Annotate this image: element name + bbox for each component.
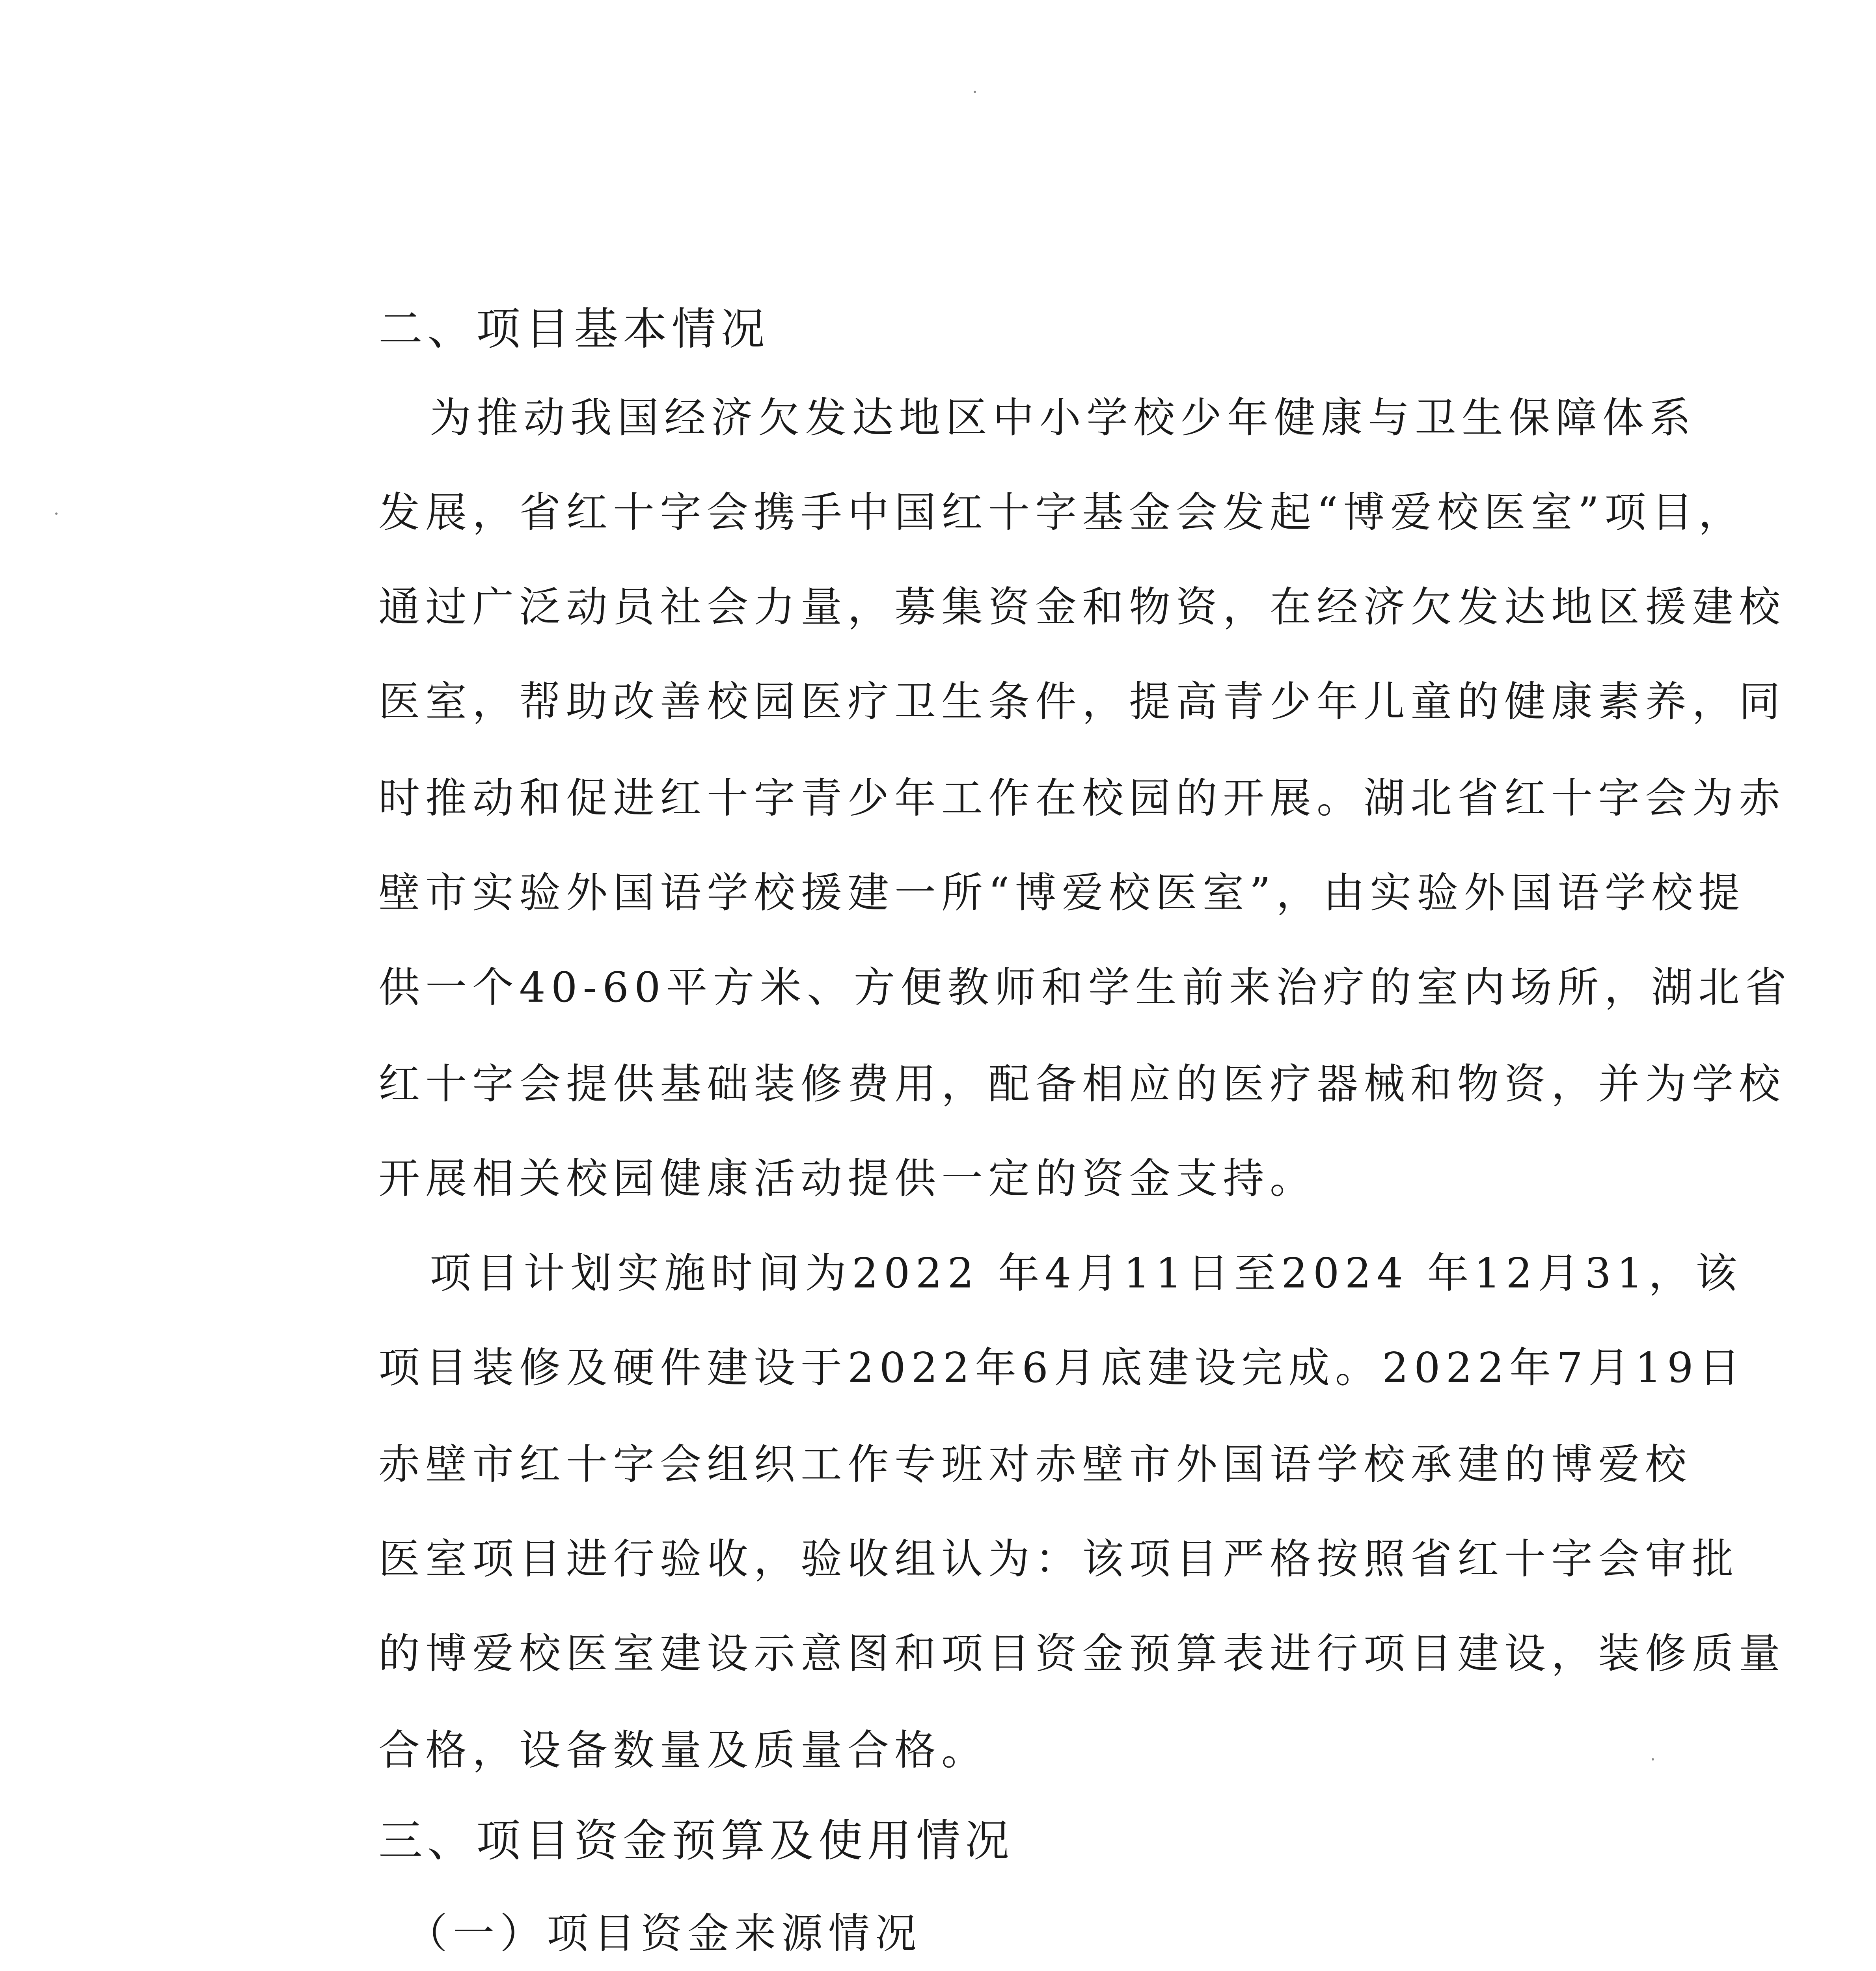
section2-p2-line2: 项目装修及硬件建设于2022年6月底建设完成。2022年7月19日 [378, 1344, 1746, 1392]
section2-p2-line1: 项目计划实施时间为2022 年4月11日至2024 年12月31，该 [430, 1249, 1742, 1297]
section2-p2-line5: 的博爱校医室建设示意图和项目资金预算表进行项目建设，装修质量 [378, 1630, 1786, 1678]
scan-speck [55, 512, 58, 515]
section2-heading: 二、项目基本情况 [378, 304, 769, 355]
section2-p2-line4: 医室项目进行验收，验收组认为：该项目严格按照省红十字会审批 [378, 1535, 1739, 1583]
section2-p1-line9: 开展相关校园健康活动提供一定的资金支持。 [378, 1155, 1317, 1203]
section2-p1-line4: 医室，帮助改善校园医疗卫生条件，提高青少年儿童的健康素养，同 [378, 678, 1786, 726]
section2-p1-line3: 通过广泛动员社会力量，募集资金和物资，在经济欠发达地区援建校 [378, 583, 1786, 631]
section2-p2-line3: 赤壁市红十字会组织工作专班对赤壁市外国语学校承建的博爱校 [378, 1440, 1692, 1488]
section2-p1-line6: 壁市实验外国语学校援建一所“博爱校医室”，由实验外国语学校提 [378, 869, 1746, 917]
scan-speck [974, 91, 976, 93]
section3-heading: 三、项目资金预算及使用情况 [378, 1815, 1014, 1867]
subsection1-heading: （一）项目资金来源情况 [406, 1910, 922, 1958]
section2-p1-line2: 发展，省红十字会携手中国红十字基金会发起“博爱校医室”项目， [378, 488, 1746, 537]
section2-p1-line8: 红十字会提供基础装修费用，配备相应的医疗器械和物资，并为学校 [378, 1060, 1786, 1108]
section2-p1-line7: 供一个40-60平方米、方便教师和学生前来治疗的室内场所，湖北省 [378, 963, 1792, 1012]
section2-p2-line6: 合格，设备数量及质量合格。 [378, 1726, 989, 1774]
scan-speck [1652, 1758, 1654, 1760]
section2-p1-line1: 为推动我国经济欠发达地区中小学校少年健康与卫生保障体系 [430, 394, 1697, 442]
section2-p1-line5: 时推动和促进红十字青少年工作在校园的开展。湖北省红十字会为赤 [378, 774, 1786, 822]
